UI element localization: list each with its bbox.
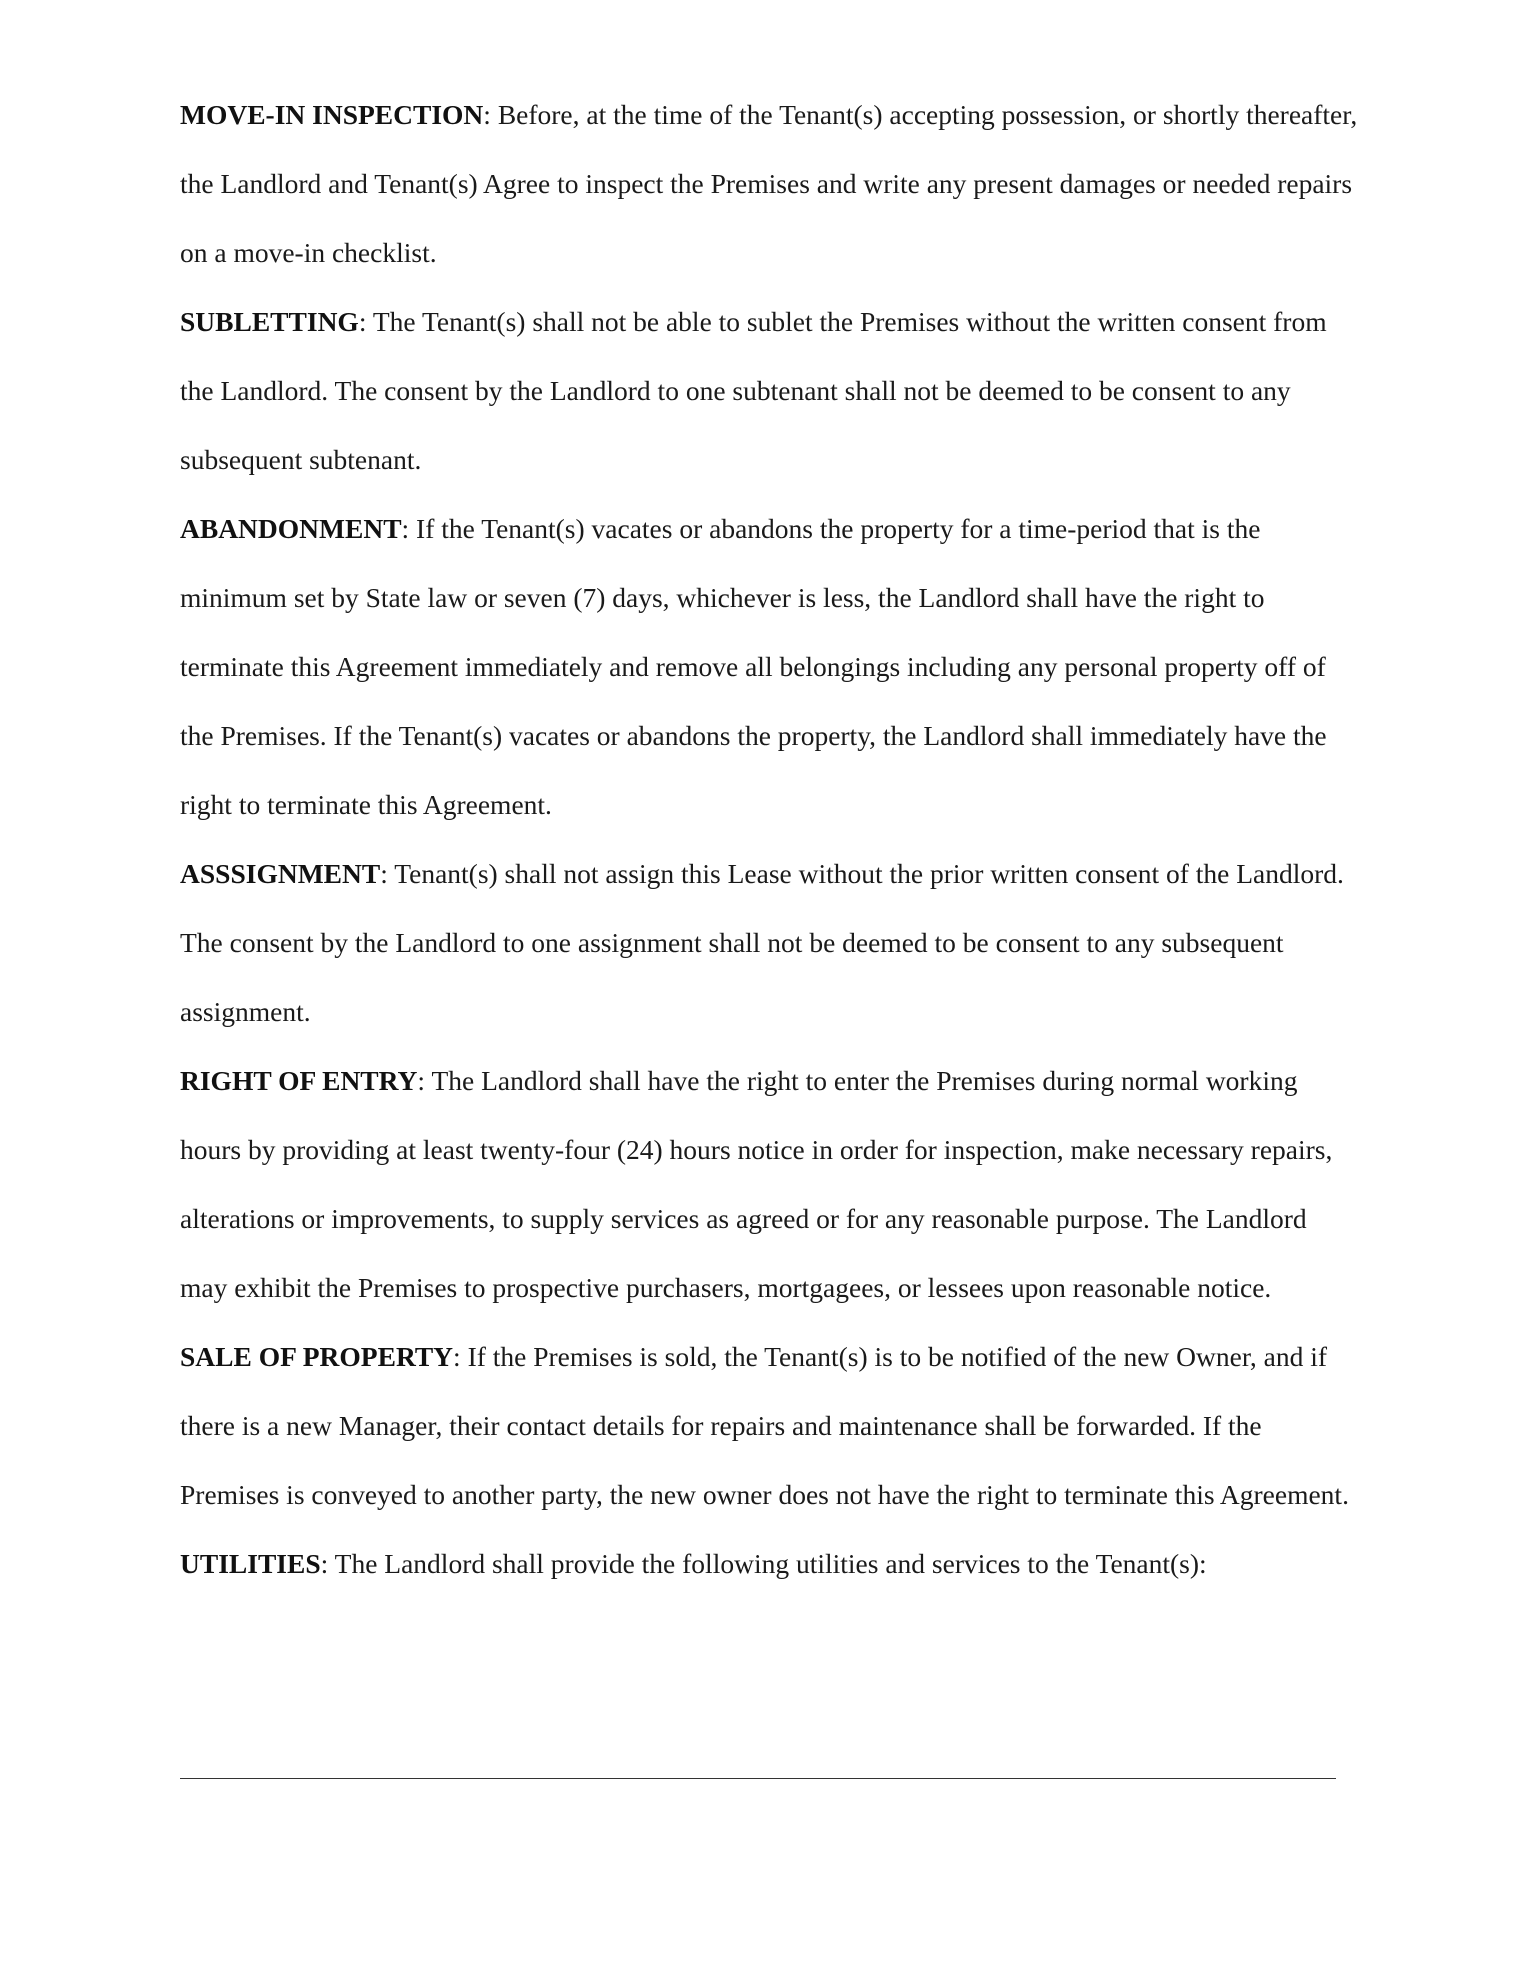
clause-separator: : <box>483 99 498 130</box>
clause-abandonment <box>180 494 1360 839</box>
clause-heading: ASSSIGNMENT <box>180 858 381 889</box>
clause-right-of-entry <box>180 1046 1360 1322</box>
clause-text: The Landlord shall have the right to enter the Premises during normal working hours by providing at least twenty-four (24) hours notice in order for inspection, make necessary repairs, alterations or improvements, to supply services as agreed or for any reasonable purpose. The Landlord may exhibit the Premises to prospective purchasers, mortgagees, or lessees upon reasonable notice. <box>180 1065 1333 1303</box>
clause-separator: : <box>453 1341 468 1372</box>
clause-separator: : <box>320 1548 335 1579</box>
clause-text: Tenant(s) shall not assign this Lease without the prior written consent of the Landlord. The consent by the Landlord to one assignment shall not be deemed to be consent to any subsequent assignment. <box>180 858 1344 1027</box>
clause-assignment <box>180 839 1360 1046</box>
clause-heading: ABANDONMENT <box>180 513 402 544</box>
clause-subletting <box>180 287 1360 494</box>
clause-text: The Landlord shall provide the following utilities and services to the Tenant(s): <box>334 1548 1207 1579</box>
clause-separator: : <box>417 1065 432 1096</box>
clause-move-in-inspection <box>180 80 1360 287</box>
clause-heading: MOVE-IN INSPECTION <box>180 99 484 130</box>
utilities-blank-line <box>180 1778 1336 1779</box>
clause-heading: UTILITIES <box>180 1548 321 1579</box>
clause-sale-of-property <box>180 1322 1360 1529</box>
clause-text: If the Tenant(s) vacates or abandons the property for a time-period that is the minimum set by State law or seven (7) days, whichever is less, the Landlord shall have the right to terminate this Agreement immediately and remove all belongings including any personal property off of the Premises. If the Tenant(s) vacates or abandons the property, the Landlord shall immediately have the right to terminate this Agreement. <box>180 513 1327 820</box>
clause-text: Before, at the time of the Tenant(s) accepting possession, or shortly thereafter, the Landlord and Tenant(s) Agree to inspect the Premises and write any present damages or needed repairs on a move-in checklist. <box>180 99 1358 268</box>
clause-text: If the Premises is sold, the Tenant(s) is to be notified of the new Owner, and if there is a new Manager, their contact details for repairs and maintenance shall be forwarded. If the Premises is conveyed to another party, the new owner does not have the right to terminate this Agreement. <box>180 1341 1349 1510</box>
clause-separator: : <box>358 306 373 337</box>
clause-heading: SUBLETTING <box>180 306 359 337</box>
clause-text: The Tenant(s) shall not be able to sublet the Premises without the written consent from the Landlord. The consent by the Landlord to one subtenant shall not be deemed to be consent to any subsequent subtenant. <box>180 306 1327 475</box>
clause-separator: : <box>380 858 395 889</box>
clause-heading: RIGHT OF ENTRY <box>180 1065 418 1096</box>
clause-utilities <box>180 1529 1360 1598</box>
lease-clauses <box>180 80 1360 1598</box>
clause-separator: : <box>401 513 417 544</box>
clause-heading: SALE OF PROPERTY <box>180 1341 454 1372</box>
